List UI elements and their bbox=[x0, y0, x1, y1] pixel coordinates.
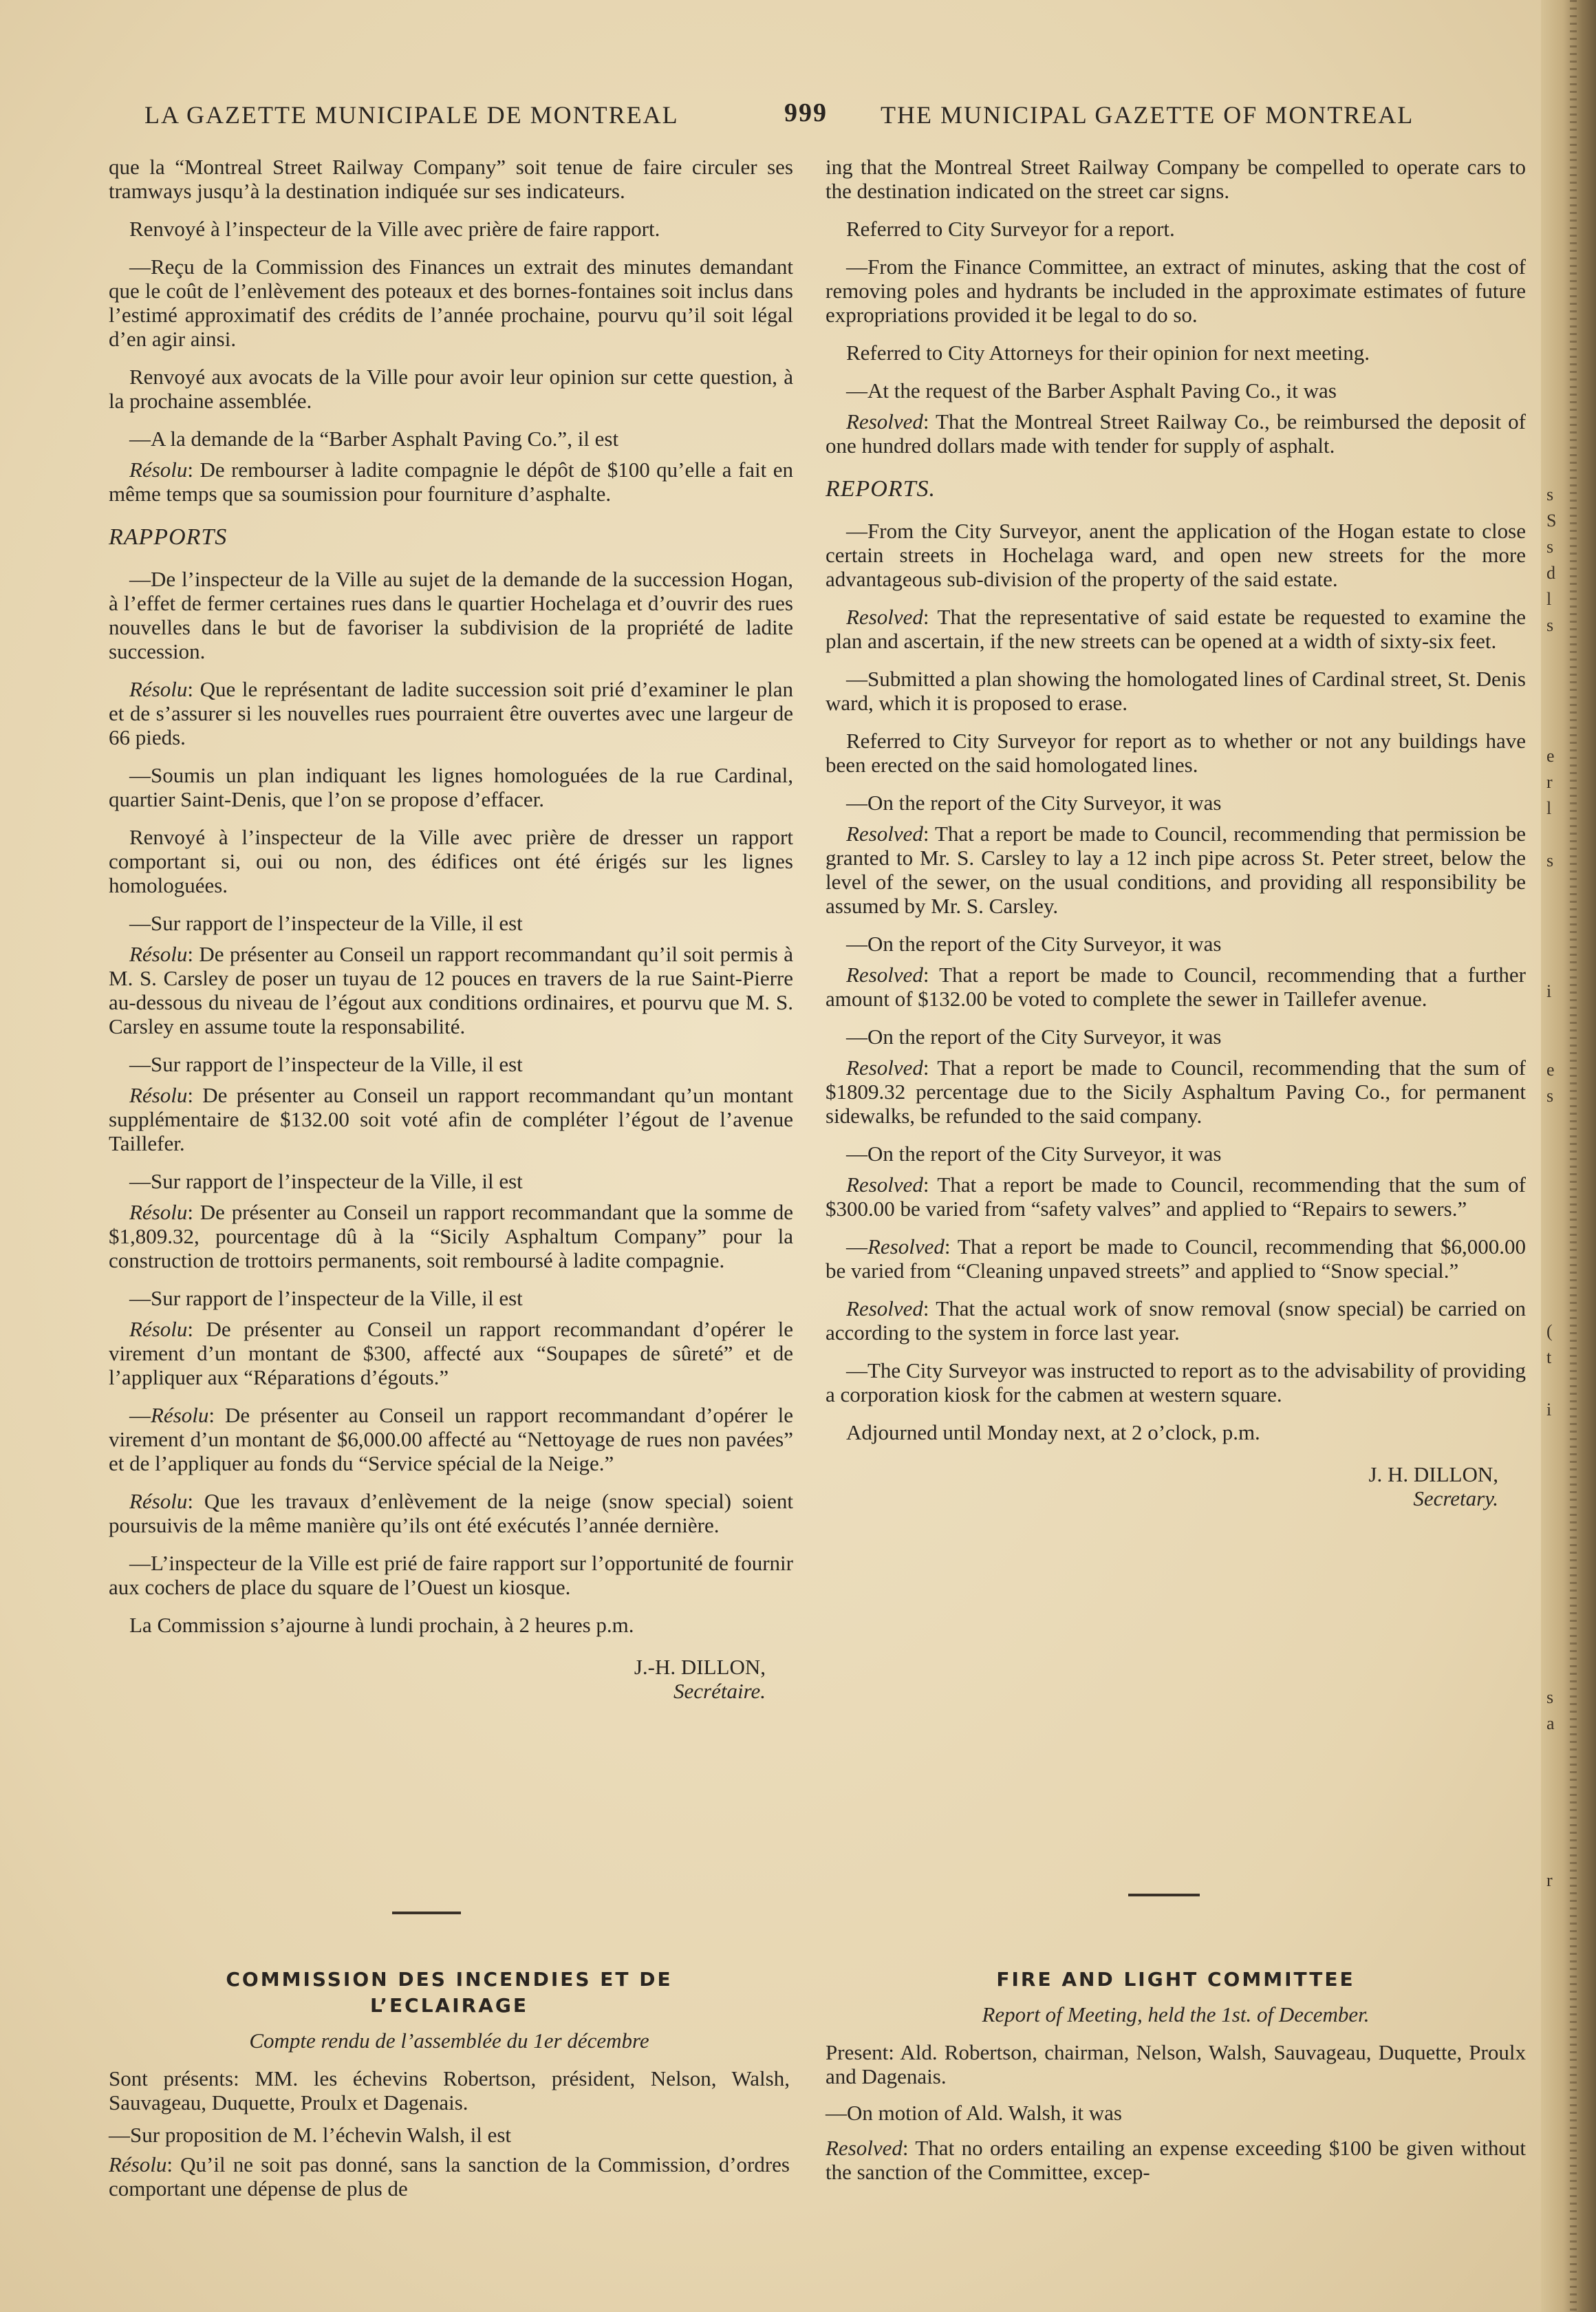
margin-character bbox=[1546, 1528, 1560, 1554]
margin-character: i bbox=[1546, 981, 1552, 1001]
margin-character bbox=[1546, 691, 1560, 717]
margin-character: s bbox=[1546, 537, 1554, 557]
paragraph: Resolved: That the Montreal Street Railway Co., be reimbursed the deposit of one hundred dollars made with tender for supply of asphalt. bbox=[826, 409, 1526, 458]
margin-character bbox=[1546, 639, 1560, 665]
resolution-keyword: Résolu bbox=[129, 1317, 188, 1341]
paragraph: Present: Ald. Robertson, chairman, Nelson, Walsh, Sauvageau, Duquette, Proulx and Dagenais. bbox=[826, 2040, 1526, 2088]
paragraph: Résolu: De présenter au Conseil un rapport recommandant qu’un montant supplémentaire de $132.00 soit voté afin de compléter l’égout de l’avenue Taillefer. bbox=[109, 1083, 793, 1155]
margin-character: s bbox=[1546, 850, 1554, 870]
margin-character bbox=[1546, 1188, 1560, 1214]
resolution-keyword: Résolu bbox=[129, 1083, 188, 1107]
paragraph: —On motion of Ald. Walsh, it was bbox=[826, 2101, 1122, 2125]
resolution-keyword: Resolved bbox=[846, 605, 923, 629]
paragraph: Resolved: That a report be made to Council, recommending that a further amount of $132.00 be voted to complete the sewer in Taillefer avenue. bbox=[826, 963, 1526, 1011]
resolution-keyword: Resolved bbox=[846, 409, 923, 434]
margin-character bbox=[1546, 1371, 1560, 1397]
margin-character: t bbox=[1546, 1347, 1552, 1367]
signature-name: J.-H. DILLON, bbox=[634, 1655, 766, 1679]
paragraph: —On the report of the City Surveyor, it was bbox=[846, 1142, 1222, 1166]
paragraph: —On the report of the City Surveyor, it was bbox=[846, 791, 1222, 815]
paragraph: Renvoyé à l’inspecteur de la Ville avec prière de faire rapport. bbox=[129, 217, 660, 241]
paragraph: —De l’inspecteur de la Ville au sujet de la demande de la succession Hogan, à l’effet de fermer certaines rues dans le quartier Hochelaga et d’ouvrir des rues nouvelles dans le but de favoriser la subdivision de la propriété de ladite succession. bbox=[109, 567, 793, 663]
section-divider bbox=[392, 1912, 461, 1914]
margin-character bbox=[1546, 1763, 1560, 1789]
binding-stitches bbox=[1570, 0, 1577, 2312]
margin-character: l bbox=[1546, 798, 1552, 818]
paragraph: Résolu: De rembourser à ladite compagnie le dépôt de $100 qu’elle a fait en même temps que sa soumission pour fourniture d’asphalte. bbox=[109, 458, 793, 506]
paragraph: —Submitted a plan showing the homologated lines of Cardinal street, St. Denis ward, which it is proposed to erase. bbox=[826, 667, 1526, 715]
section-heading: REPORTS. bbox=[826, 476, 936, 502]
resolution-keyword: Resolved bbox=[826, 2136, 903, 2160]
margin-character bbox=[1546, 1240, 1560, 1266]
resolution-keyword: Résolu bbox=[109, 2152, 167, 2176]
margin-character bbox=[1546, 1423, 1560, 1449]
paragraph: Résolu: De présenter au Conseil un rapport recommandant que la somme de $1,809.32, pourcentage dû à la “Sicily Asphaltum Company” pour la construction de trottoirs permanents, soit remboursé à ladite compagnie. bbox=[109, 1200, 793, 1272]
paragraph: —Resolved: That a report be made to Council, recommending that $6,000.00 be varied from “Cleaning unpaved streets” and applied to “Snow special.” bbox=[826, 1234, 1526, 1283]
margin-character: d bbox=[1546, 563, 1555, 583]
paragraph: Résolu: Qu’il ne soit pas donné, sans la sanction de la Commission, d’ordres comportant une dépense de plus de bbox=[109, 2152, 790, 2201]
paragraph: —Sur rapport de l’inspecteur de la Ville, il est bbox=[129, 1052, 523, 1076]
paragraph: Résolu: Que les travaux d’enlèvement de la neige (snow special) soient poursuivis de la même manière qu’ils ont été exécutés l’année dernière. bbox=[109, 1489, 793, 1537]
margin-character bbox=[1546, 1789, 1560, 1815]
committee-title-line: L’ECLAIRAGE bbox=[370, 1994, 528, 2017]
margin-character: r bbox=[1546, 772, 1553, 792]
paragraph: —Sur rapport de l’inspecteur de la Ville, il est bbox=[129, 1169, 523, 1193]
resolution-keyword: Resolved bbox=[867, 1234, 945, 1259]
resolution-keyword: Résolu bbox=[129, 458, 188, 482]
committee-title: FIRE AND LIGHT COMMITTEE bbox=[996, 1968, 1355, 1991]
margin-character bbox=[1546, 874, 1560, 900]
margin-character bbox=[1546, 1475, 1560, 1501]
margin-character: e bbox=[1546, 746, 1555, 766]
margin-character bbox=[1546, 1658, 1560, 1684]
meeting-subtitle: Compte rendu de l’assemblée du 1er décembre bbox=[249, 2029, 649, 2053]
resolution-keyword: Resolved bbox=[846, 1296, 923, 1320]
margin-fragments bbox=[1546, 482, 1560, 1894]
paragraph: Resolved: That no orders entailing an expense exceeding $100 be given without the sanction of the Committee, excep- bbox=[826, 2136, 1526, 2184]
signature-role: Secretary. bbox=[1413, 1486, 1498, 1510]
resolution-keyword: Resolved bbox=[846, 1056, 923, 1080]
margin-character bbox=[1546, 1135, 1560, 1162]
margin-character bbox=[1546, 1841, 1560, 1867]
paragraph: —Sur rapport de l’inspecteur de la Ville, il est bbox=[129, 1286, 523, 1310]
resolution-keyword: Resolved bbox=[846, 1173, 923, 1197]
paragraph: —At the request of the Barber Asphalt Paving Co., it was bbox=[846, 378, 1337, 403]
paragraph: Sont présents: MM. les échevins Robertson, président, Nelson, Walsh, Sauvageau, Duquette, Proulx et Dagenais. bbox=[109, 2066, 790, 2115]
resolution-keyword: Resolved bbox=[846, 822, 923, 846]
paragraph: —From the Finance Committee, an extract of minutes, asking that the cost of removing poles and hydrants be included in the approximate estimates of future expropriations provided it be legal to do so. bbox=[826, 255, 1526, 327]
paragraph: Referred to City Surveyor for a report. bbox=[846, 217, 1175, 241]
english-column bbox=[826, 155, 1526, 1510]
paragraph: —Soumis un plan indiquant les lignes homologuées de la rue Cardinal, quartier Saint-Denis, que l’on se propose d’effacer. bbox=[109, 763, 793, 811]
section-heading: RAPPORTS bbox=[109, 524, 228, 550]
header-english-title: THE MUNICIPAL GAZETTE OF MONTREAL bbox=[881, 101, 1414, 129]
committee-title bbox=[109, 1967, 790, 2019]
paragraph: ing that the Montreal Street Railway Company be compelled to operate cars to the destination indicated on the street car signs. bbox=[826, 155, 1526, 203]
paragraph: —Résolu: De présenter au Conseil un rapport recommandant d’opérer le virement d’un montant de $6,000.00 affecté au “Nettoyage de rues non pavées” et de l’appliquer au fonds du “Service spécial de la Neige.” bbox=[109, 1403, 793, 1475]
margin-character bbox=[1546, 1109, 1560, 1135]
margin-character bbox=[1546, 1632, 1560, 1658]
margin-character: a bbox=[1546, 1713, 1555, 1733]
margin-character: s bbox=[1546, 1086, 1554, 1106]
margin-character: i bbox=[1546, 1400, 1552, 1420]
resolution-keyword: Résolu bbox=[129, 677, 188, 701]
margin-character bbox=[1546, 900, 1560, 926]
section-divider bbox=[1128, 1894, 1200, 1896]
paragraph: Resolved: That a report be made to Council, recommending that the sum of $1809.32 percentage due to the Sicily Asphaltum Paving Co., for permanent sidewalks, be refunded to the said company. bbox=[826, 1056, 1526, 1128]
signature-block bbox=[109, 1655, 766, 1703]
signature-block bbox=[826, 1462, 1498, 1510]
paragraph: Adjourned until Monday next, at 2 o’clock, p.m. bbox=[846, 1420, 1260, 1444]
resolution-keyword: Résolu bbox=[129, 1200, 188, 1224]
margin-character: ( bbox=[1546, 1321, 1553, 1341]
margin-character bbox=[1546, 1005, 1560, 1031]
paragraph: —On the report of the City Surveyor, it was bbox=[846, 932, 1222, 956]
margin-character: S bbox=[1546, 511, 1557, 531]
paragraph: —L’inspecteur de la Ville est prié de faire rapport sur l’opportunité de fournir aux cochers de place du square de l’Ouest un kiosque. bbox=[109, 1551, 793, 1599]
margin-character bbox=[1546, 926, 1560, 952]
resolution-keyword: Résolu bbox=[129, 942, 188, 966]
french-committee-section bbox=[109, 1967, 790, 2201]
paragraph: Resolved: That a report be made to Council, recommending that permission be granted to Mr. S. Carsley to lay a 12 inch pipe across St. Peter street, below the level of the sewer, on the usual conditions, and providing all responsibility be assumed by Mr. S. Carsley. bbox=[826, 822, 1526, 918]
margin-character: l bbox=[1546, 589, 1552, 609]
signature-name: J. H. DILLON, bbox=[1368, 1462, 1498, 1486]
margin-character bbox=[1546, 1554, 1560, 1580]
margin-character bbox=[1546, 1580, 1560, 1606]
paragraph: Renvoyé aux avocats de la Ville pour avoir leur opinion sur cette question, à la prochaine assemblée. bbox=[109, 365, 793, 413]
meeting-subtitle: Report of Meeting, held the 1st. of December. bbox=[982, 2002, 1370, 2026]
margin-character: s bbox=[1546, 484, 1554, 504]
margin-character bbox=[1546, 1266, 1560, 1292]
paragraph: Resolved: That a report be made to Council, recommending that the sum of $300.00 be varied from “safety valves” and applied to “Repairs to sewers.” bbox=[826, 1173, 1526, 1221]
paragraph: Resolved: That the actual work of snow removal (snow special) be carried on according to the system in force last year. bbox=[826, 1296, 1526, 1345]
margin-character bbox=[1546, 1737, 1560, 1763]
paragraph: Résolu: De présenter au Conseil un rapport recommandant d’opérer le virement d’un montant de $300, affecté aux “Soupapes de sûreté” et de l’appliquer aux “Réparations d’égouts.” bbox=[109, 1317, 793, 1389]
paragraph: Résolu: Que le représentant de ladite succession soit prié d’examiner le plan et de s’assurer si les nouvelles rues pourraient être ouvertes avec une largeur de 66 pieds. bbox=[109, 677, 793, 749]
running-header bbox=[138, 95, 1486, 136]
paragraph: Resolved: That the representative of said estate be requested to examine the plan and ascertain, if the new streets can be opened at a width of sixty-six feet. bbox=[826, 605, 1526, 653]
french-column bbox=[109, 155, 793, 1703]
margin-character bbox=[1546, 717, 1560, 743]
margin-character bbox=[1546, 1449, 1560, 1475]
margin-character bbox=[1546, 1606, 1560, 1632]
margin-character bbox=[1546, 1501, 1560, 1528]
paragraph: —Sur proposition de M. l’échevin Walsh, il est bbox=[109, 2123, 512, 2147]
margin-character bbox=[1546, 1292, 1560, 1318]
paragraph: Résolu: De présenter au Conseil un rapport recommandant qu’il soit permis à M. S. Carsley de poser un tuyau de 12 pouces en travers de la rue Saint-Pierre au-dessous du niveau de l’égout aux conditions ordinaires, et pourvu que M. S. Carsley en assume toute la responsabilité. bbox=[109, 942, 793, 1038]
committee-title-line: COMMISSION DES INCENDIES ET DE bbox=[226, 1968, 673, 1991]
header-french-title: LA GAZETTE MUNICIPALE DE MONTREAL bbox=[144, 101, 679, 129]
resolution-keyword: Resolved bbox=[846, 963, 923, 987]
margin-character bbox=[1546, 665, 1560, 691]
paragraph: Referred to City Attorneys for their opinion for next meeting. bbox=[846, 341, 1370, 365]
paragraph: —Reçu de la Commission des Finances un extrait des minutes demandant que le coût de l’enlèvement des poteaux et des bornes-fontaines soit inclus dans l’estimé approximatif des crédits de l’année prochaine, pourvu qu’il soit légal d’en agir ainsi. bbox=[109, 255, 793, 351]
margin-character bbox=[1546, 952, 1560, 978]
margin-character: s bbox=[1546, 615, 1554, 635]
paragraph: Referred to City Surveyor for report as to whether or not any buildings have been erected on the said homologated lines. bbox=[826, 729, 1526, 777]
paragraph: —Sur rapport de l’inspecteur de la Ville, il est bbox=[129, 911, 523, 935]
margin-character bbox=[1546, 1214, 1560, 1240]
paragraph: —On the report of the City Surveyor, it was bbox=[846, 1025, 1222, 1049]
paragraph: —From the City Surveyor, anent the application of the Hogan estate to close certain streets in Hochelaga ward, and open new streets for the more advantageous sub-division of the property of the said estate. bbox=[826, 519, 1526, 591]
paragraph: —A la demande de la “Barber Asphalt Paving Co.”, il est bbox=[129, 427, 619, 451]
margin-character: s bbox=[1546, 1687, 1554, 1707]
signature-role: Secrétaire. bbox=[673, 1679, 766, 1703]
margin-character bbox=[1546, 1162, 1560, 1188]
resolution-keyword: Résolu bbox=[129, 1489, 188, 1513]
margin-character bbox=[1546, 1031, 1560, 1057]
paragraph: que la “Montreal Street Railway Company” soit tenue de faire circuler ses tramways jusqu’à la destination indiquée sur ses indicateurs. bbox=[109, 155, 793, 203]
paragraph: —The City Surveyor was instructed to report as to the advisability of providing a corporation kiosk for the cabmen at western square. bbox=[826, 1358, 1526, 1406]
page-number: 999 bbox=[784, 98, 828, 127]
resolution-keyword: Résolu bbox=[151, 1403, 209, 1427]
english-committee-section bbox=[826, 1967, 1526, 2184]
margin-character bbox=[1546, 822, 1560, 848]
margin-character bbox=[1546, 1815, 1560, 1841]
paragraph: La Commission s’ajourne à lundi prochain, à 2 heures p.m. bbox=[129, 1613, 634, 1637]
margin-character: e bbox=[1546, 1060, 1555, 1080]
margin-character: r bbox=[1546, 1870, 1553, 1890]
paragraph: Renvoyé à l’inspecteur de la Ville avec prière de dresser un rapport comportant si, oui ou non, des édifices ont été érigés sur les lignes homologuées. bbox=[109, 825, 793, 897]
